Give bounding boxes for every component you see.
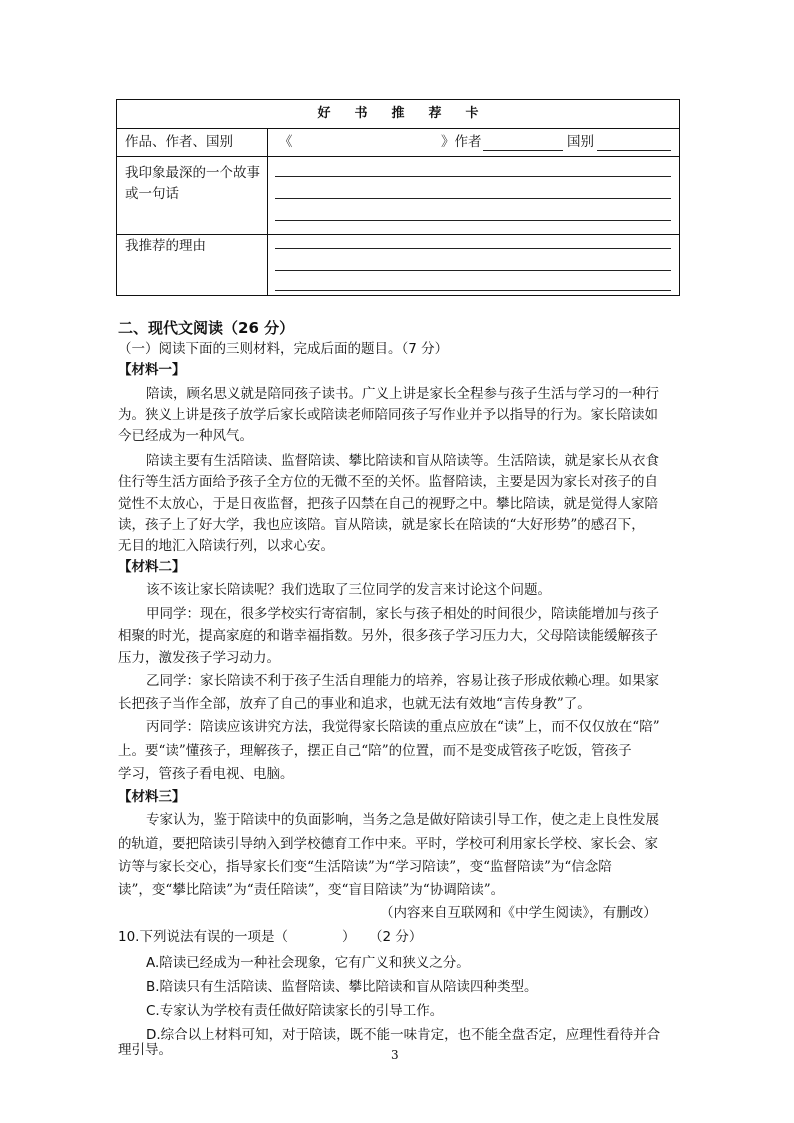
book-recommendation-card (116, 99, 680, 296)
paragraph-line: 甲同学：现在，很多学校实行寄宿制，家长与孩子相处的时间很少，陪读能增加与孩子 (146, 606, 659, 622)
paragraph-line: 访等与家长交心，指导家长们变“生活陪读”为“学习陪读”，变“监督陪读”为“信念陪 (118, 859, 612, 875)
source-note: （内容来自互联网和《中学生阅读》，有删改） (380, 905, 657, 921)
paragraph-line: 读”，变“攀比陪读”为“责任陪读”，变“盲目陪读”为“协调陪读”。 (118, 882, 505, 898)
paragraph-line: 觉性不太放心，于是日夜监督，把孩子囚禁在自己的视野之中。攀比陪读，就是觉得人家陪 (118, 496, 658, 512)
paragraph-line: 住行等生活方面给予孩子全方位的无微不至的关怀。监督陪读，主要是因为家长对孩子的自 (118, 474, 658, 490)
paragraph-line: 压力，激发孩子学习动力。 (118, 650, 280, 666)
paragraph-line: 上。要“读”懂孩子，理解孩子，摆正自己“陪”的位置，而不是变成管孩子吃饭，管孩子 (118, 743, 632, 759)
story-answer-line[interactable] (275, 176, 671, 177)
section-instructions: （一）阅读下面的三则材料，完成后面的题目。（7 分） (118, 341, 449, 357)
reason-answer-line[interactable] (275, 270, 671, 271)
question-stem: 10.下列说法有误的一项是（ ） （2 分） (118, 929, 423, 945)
paragraph-line: 为。狭义上讲是孩子放学后家长或陪读老师陪同孩子写作业并予以指导的行为。家长陪读如 (118, 407, 658, 423)
country-blank[interactable] (597, 150, 671, 151)
card-divider (117, 156, 679, 157)
paragraph-line: 专家认为，鉴于陪读中的负面影响，当务之急是做好陪读引导工作，使之走上良性发展 (146, 812, 659, 828)
paragraph-line: 的轨道，要把陪读引导纳入到学校德育工作中来。平时，学校可利用家长学校、家长会、家 (118, 836, 658, 852)
story-answer-line[interactable] (275, 220, 671, 221)
option-d[interactable]: D.综合以上材料可知，对于陪读，既不能一味肯定，也不能全盘否定，应理性看待并合 (146, 1027, 661, 1043)
paragraph-line: 今已经成为一种风气。 (118, 428, 253, 444)
paragraph-line: 陪读，顾名思义就是陪同孩子读书。广义上讲是家长全程参与孩子生活与学习的一种行 (146, 386, 659, 402)
option-d-continued: 理引导。 (118, 1042, 172, 1058)
reason-answer-line[interactable] (275, 290, 671, 291)
card-title: 好书推荐卡 (317, 106, 503, 121)
card-label-reason: 我推荐的理由 (125, 238, 206, 254)
paragraph-line: 相聚的时光，提高家庭的和谐幸福指数。另外，很多孩子学习压力大，父母陪读能缓解孩子 (118, 628, 658, 644)
card-divider (117, 234, 679, 235)
paragraph-line: 长把孩子当作全部，放弃了自己的事业和追求，也就无法有效地“言传身教”了。 (118, 696, 591, 712)
card-label-story-2: 或一句话 (125, 186, 179, 202)
reason-answer-line[interactable] (275, 248, 671, 249)
material-2-title: 【材料二】 (118, 559, 186, 575)
paragraph-line: 乙同学：家长陪读不利于孩子生活自理能力的培养，容易让孩子形成依赖心理。如果家 (146, 673, 659, 689)
option-c[interactable]: C.专家认为学校有责任做好陪读家长的引导工作。 (146, 1003, 444, 1019)
author-blank[interactable] (483, 150, 563, 151)
card-divider (117, 128, 679, 129)
paragraph-line: 丙同学：陪读应该讲究方法，我觉得家长陪读的重点应放在“读”上，而不仅仅放在“陪” (146, 719, 660, 735)
card-label-story-1: 我印象最深的一个故事 (125, 165, 260, 181)
card-column-divider (267, 128, 268, 295)
book-title-close: 》作者 (441, 134, 482, 150)
book-title-open: 《 (279, 134, 293, 150)
paragraph-line: 该不该让家长陪读呢？我们选取了三位同学的发言来讨论这个问题。 (146, 582, 551, 598)
paragraph-line: 陪读主要有生活陪读、监督陪读、攀比陪读和盲从陪读等。生活陪读，就是家长从衣食 (146, 453, 659, 469)
paragraph-line: 学习，管孩子看电视、电脑。 (118, 766, 294, 782)
card-label-work: 作品、作者、国别 (125, 134, 233, 150)
page-number: 3 (391, 1048, 399, 1062)
option-b[interactable]: B.陪读只有生活陪读、监督陪读、攀比陪读和盲从陪读四种类型。 (146, 979, 538, 995)
section-heading: 二、现代文阅读（26 分） (118, 319, 295, 337)
paragraph-line: 无目的地汇入陪读行列，以求心安。 (118, 538, 334, 554)
material-1-title: 【材料一】 (118, 362, 186, 378)
story-answer-line[interactable] (275, 198, 671, 199)
paragraph-line: 读，孩子上了好大学，我也应该陪。盲从陪读，就是家长在陪读的“大好形势”的感召下， (118, 517, 645, 533)
option-a[interactable]: A.陪读已经成为一种社会现象，它有广义和狭义之分。 (146, 955, 470, 971)
material-3-title: 【材料三】 (118, 789, 186, 805)
country-label: 国别 (567, 134, 594, 150)
